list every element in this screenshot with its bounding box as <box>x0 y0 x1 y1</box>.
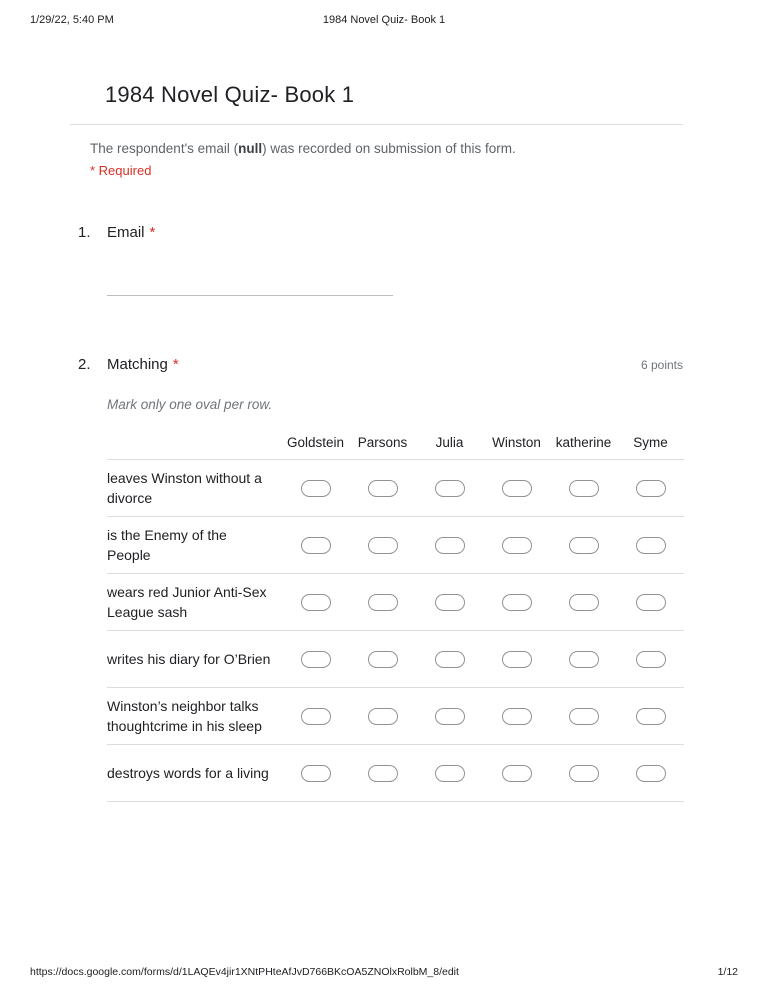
print-title: 1984 Novel Quiz- Book 1 <box>322 14 446 26</box>
radio-oval[interactable] <box>368 594 398 611</box>
radio-oval[interactable] <box>368 708 398 725</box>
radio-oval[interactable] <box>301 765 331 782</box>
grid-column-header: Syme <box>633 435 668 450</box>
required-asterisk: * <box>149 224 156 241</box>
radio-oval[interactable] <box>368 480 398 497</box>
question-matching <box>70 356 683 802</box>
question-number: 1. <box>78 224 91 241</box>
grid-cell <box>416 480 483 497</box>
footer-url: https://docs.google.com/forms/d/1LAQEv4jir1XNtPHteAfJvD766BKcOA5ZNOlxRolbM_8/edit <box>30 966 459 978</box>
email-input[interactable] <box>107 295 393 296</box>
grid-row-label: writes his diary for O’Brien <box>107 650 271 667</box>
grid-cell <box>349 651 416 668</box>
grid-cell <box>282 594 349 611</box>
question-matching-header <box>70 356 683 373</box>
print-timestamp: 1/29/22, 5:40 PM <box>30 14 114 26</box>
grid-row <box>107 631 684 688</box>
email-recorded-notice <box>90 141 683 156</box>
radio-oval[interactable] <box>502 708 532 725</box>
radio-oval[interactable] <box>301 594 331 611</box>
grid-cell <box>617 594 684 611</box>
form-content <box>70 70 683 802</box>
grid-cell <box>617 480 684 497</box>
grid-cell <box>282 651 349 668</box>
radio-oval[interactable] <box>569 708 599 725</box>
grid-cell <box>550 480 617 497</box>
radio-oval[interactable] <box>569 594 599 611</box>
print-footer <box>30 966 738 978</box>
radio-oval[interactable] <box>636 480 666 497</box>
grid-row <box>107 688 684 745</box>
grid-cell <box>483 708 550 725</box>
grid-header-row <box>107 426 684 460</box>
grid-cell <box>550 765 617 782</box>
grid-cell <box>550 708 617 725</box>
grid-row-label: is the Enemy of the People <box>107 526 227 563</box>
radio-oval[interactable] <box>368 765 398 782</box>
radio-oval[interactable] <box>502 594 532 611</box>
radio-oval[interactable] <box>435 480 465 497</box>
grid-row <box>107 517 684 574</box>
radio-oval[interactable] <box>435 537 465 554</box>
grid-column-header: Goldstein <box>286 435 345 450</box>
grid-cell <box>550 594 617 611</box>
radio-oval[interactable] <box>301 708 331 725</box>
radio-oval[interactable] <box>569 651 599 668</box>
radio-oval[interactable] <box>368 537 398 554</box>
title-divider <box>70 124 683 125</box>
radio-oval[interactable] <box>636 708 666 725</box>
radio-oval[interactable] <box>569 480 599 497</box>
radio-oval[interactable] <box>435 765 465 782</box>
question-number: 2. <box>78 356 91 373</box>
question-label: Matching <box>107 356 168 373</box>
radio-oval[interactable] <box>636 537 666 554</box>
grid-column-header: Winston <box>492 435 541 450</box>
grid-cell <box>617 651 684 668</box>
grid-cell <box>282 765 349 782</box>
grid-cell <box>416 708 483 725</box>
required-note: * Required <box>90 163 152 178</box>
grid-cell <box>416 594 483 611</box>
grid-row-label: wears red Junior Anti-Sex League sash <box>107 583 267 620</box>
grid-cell <box>349 480 416 497</box>
grid-cell <box>416 651 483 668</box>
grid-column-header: Julia <box>435 435 464 450</box>
grid-row-label: Winston’s neighbor talks thoughtcrime in his sleep <box>107 697 262 734</box>
radio-oval[interactable] <box>301 480 331 497</box>
grid-cell <box>483 537 550 554</box>
grid-cell <box>617 537 684 554</box>
radio-oval[interactable] <box>502 765 532 782</box>
grid-cell <box>483 594 550 611</box>
radio-oval[interactable] <box>636 765 666 782</box>
email-notice-suffix: ) was recorded on submission of this form. <box>262 141 516 156</box>
grid-cell <box>349 708 416 725</box>
grid-instruction: Mark only one oval per row. <box>107 397 273 412</box>
grid-cell <box>282 708 349 725</box>
radio-oval[interactable] <box>435 594 465 611</box>
grid-cell <box>282 480 349 497</box>
form-title: 1984 Novel Quiz- Book 1 <box>105 82 355 107</box>
grid-cell <box>349 765 416 782</box>
question-email-header <box>70 224 683 241</box>
footer-page-number: 1/12 <box>717 966 738 978</box>
radio-oval[interactable] <box>636 651 666 668</box>
required-asterisk: * <box>172 356 179 373</box>
grid-cell <box>416 537 483 554</box>
radio-oval[interactable] <box>301 537 331 554</box>
question-email <box>70 224 683 296</box>
print-header <box>0 14 768 30</box>
grid-row-label: leaves Winston without a divorce <box>107 469 262 506</box>
radio-oval[interactable] <box>435 708 465 725</box>
grid-cell <box>282 537 349 554</box>
question-label: Email <box>107 224 145 241</box>
radio-oval[interactable] <box>502 651 532 668</box>
email-notice-value: null <box>238 141 263 156</box>
grid-column-header: Parsons <box>357 435 408 450</box>
radio-oval[interactable] <box>569 765 599 782</box>
radio-oval[interactable] <box>502 480 532 497</box>
grid-cell <box>483 765 550 782</box>
matching-grid <box>107 426 684 802</box>
email-notice-prefix: The respondent's email ( <box>90 141 239 156</box>
grid-cell <box>483 480 550 497</box>
radio-oval[interactable] <box>301 651 331 668</box>
grid-cell <box>617 765 684 782</box>
radio-oval[interactable] <box>368 651 398 668</box>
grid-row <box>107 460 684 517</box>
grid-cell <box>483 651 550 668</box>
radio-oval[interactable] <box>636 594 666 611</box>
grid-cell <box>416 765 483 782</box>
grid-row <box>107 574 684 631</box>
grid-cell <box>550 537 617 554</box>
grid-cell <box>349 537 416 554</box>
grid-row-label: destroys words for a living <box>107 764 269 781</box>
points-badge: 6 points <box>640 358 683 372</box>
radio-oval[interactable] <box>435 651 465 668</box>
grid-cell <box>349 594 416 611</box>
grid-row <box>107 745 684 802</box>
radio-oval[interactable] <box>569 537 599 554</box>
grid-column-header: katherine <box>555 435 612 450</box>
grid-cell <box>617 708 684 725</box>
radio-oval[interactable] <box>502 537 532 554</box>
grid-cell <box>550 651 617 668</box>
